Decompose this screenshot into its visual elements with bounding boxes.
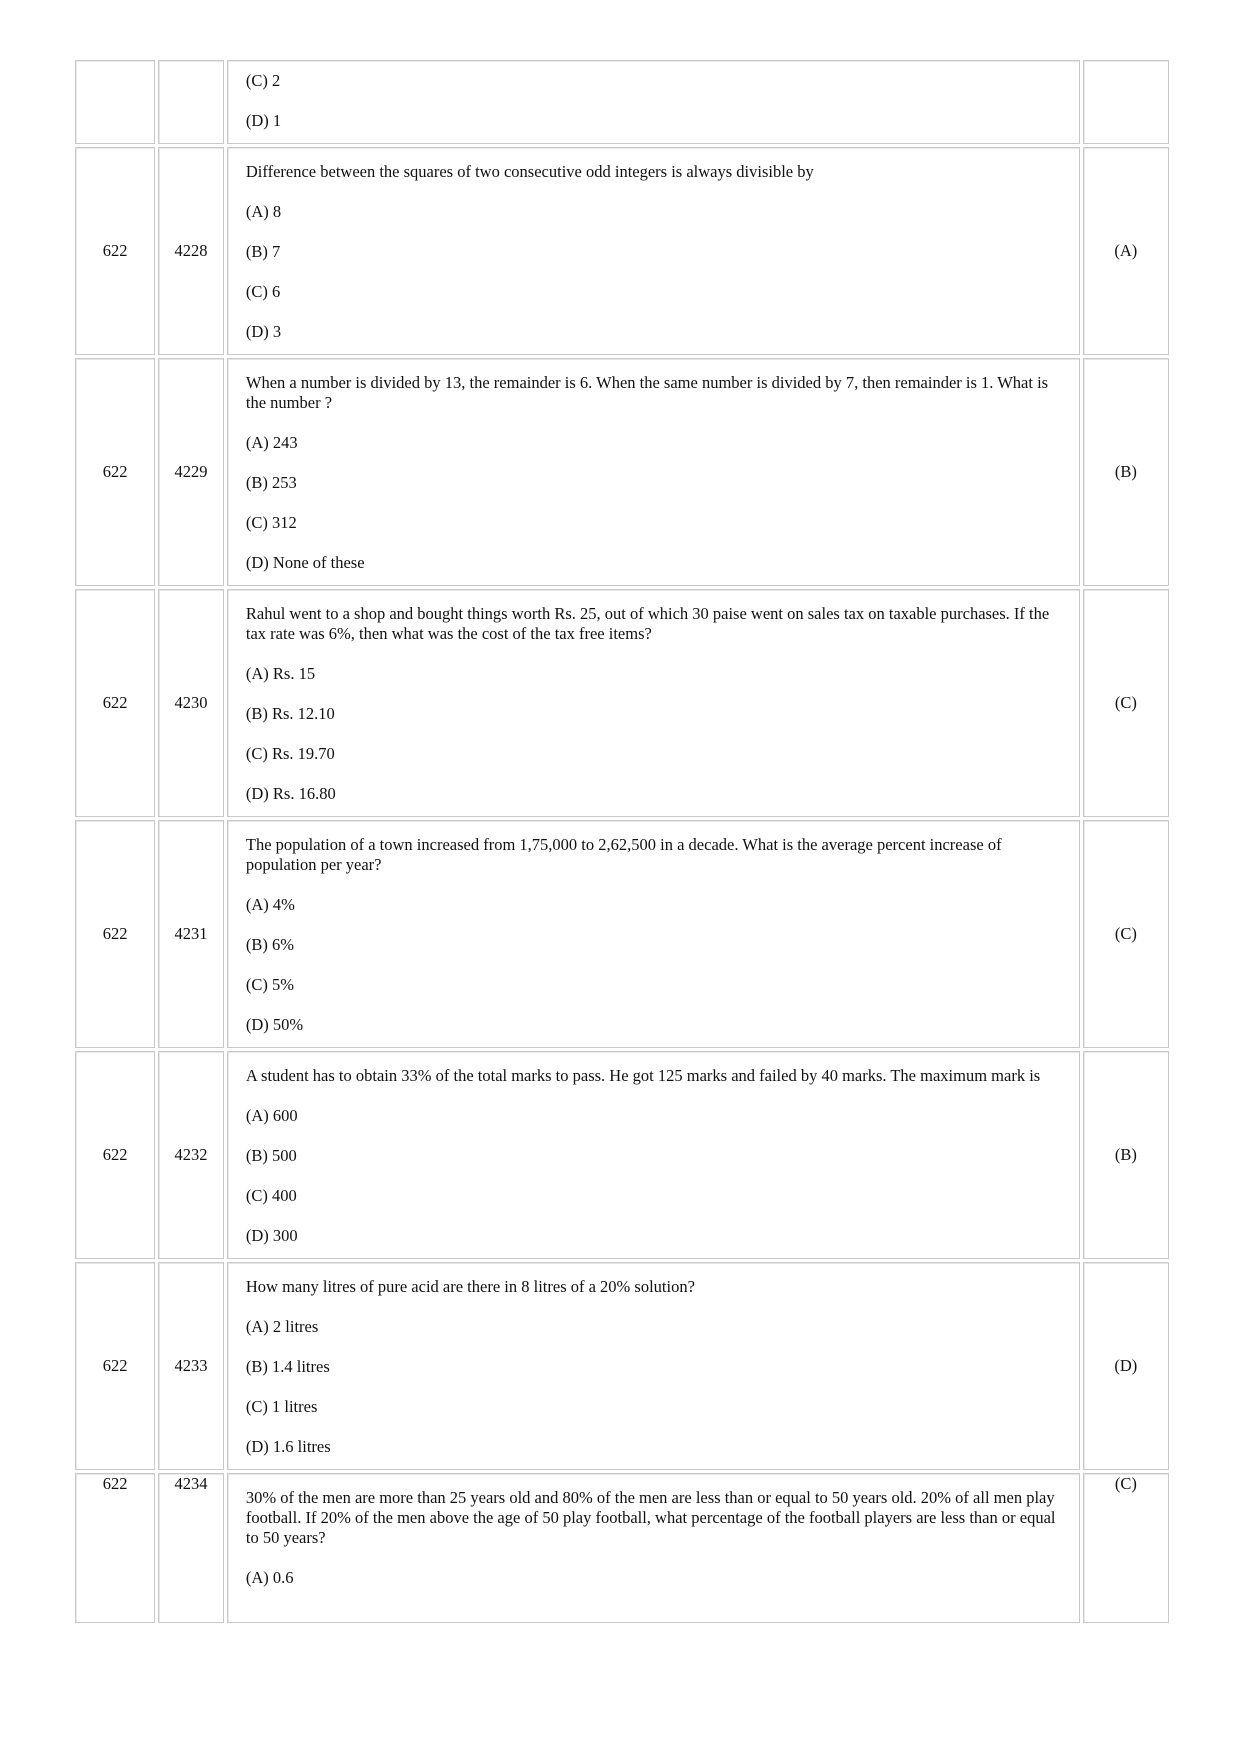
- option-d: (D) 300: [245, 1226, 298, 1245]
- set-number-cell: 622: [75, 589, 155, 817]
- question-text: How many litres of pure acid are there in 8 litres of a 20% solution?: [245, 1277, 695, 1296]
- option-b: (B) 500: [245, 1146, 297, 1165]
- option-d: (D) 1.6 litres: [245, 1437, 331, 1456]
- question-text: 30% of the men are more than 25 years old and 80% of the men are less than or equal to 50 years old. 20% of all men play football. If 20% of the men above the age of 50 play football, what percentage of the football players are less than or equal to 50 years?: [245, 1488, 1056, 1547]
- table-row: [75, 1051, 1169, 1259]
- option-b: (B) Rs. 12.10: [245, 704, 335, 723]
- table-row: [75, 1262, 1169, 1470]
- set-number-cell: [75, 60, 155, 144]
- option-c: (C) Rs. 19.70: [245, 744, 335, 763]
- option-d: (D) 3: [245, 322, 282, 341]
- option-d: (D) 50%: [245, 1015, 304, 1034]
- option-c: (C) 2: [245, 71, 281, 90]
- answer-cell: (A): [1083, 147, 1169, 355]
- answer-cell: [1083, 60, 1169, 144]
- question-number-cell: 4232: [158, 1051, 224, 1259]
- answer-cell: (C): [1083, 820, 1169, 1048]
- question-table: [72, 57, 1172, 1626]
- answer-cell: (B): [1083, 358, 1169, 586]
- table-row: [75, 60, 1169, 144]
- option-a: (A) 8: [245, 202, 282, 221]
- table-row: [75, 147, 1169, 355]
- question-cell: [227, 358, 1080, 586]
- question-number-cell: 4234: [158, 1473, 224, 1623]
- question-number-cell: 4228: [158, 147, 224, 355]
- set-number-cell: 622: [75, 1473, 155, 1623]
- question-cell: [227, 589, 1080, 817]
- question-number-cell: 4230: [158, 589, 224, 817]
- set-number-cell: 622: [75, 1051, 155, 1259]
- set-number-cell: 622: [75, 147, 155, 355]
- option-b: (B) 7: [245, 242, 281, 261]
- table-row: [75, 589, 1169, 817]
- question-text: Difference between the squares of two consecutive odd integers is always divisible by: [245, 162, 814, 181]
- set-number-cell: 622: [75, 1262, 155, 1470]
- option-b: (B) 1.4 litres: [245, 1357, 330, 1376]
- option-a: (A) 2 litres: [245, 1317, 319, 1336]
- question-cell: [227, 1262, 1080, 1470]
- option-a: (A) 600: [245, 1106, 298, 1125]
- question-cell: [227, 820, 1080, 1048]
- set-number-cell: 622: [75, 820, 155, 1048]
- question-text: The population of a town increased from 1,75,000 to 2,62,500 in a decade. What is the average percent increase of population per year?: [245, 835, 1002, 874]
- question-number-cell: 4231: [158, 820, 224, 1048]
- table-row: [75, 358, 1169, 586]
- option-c: (C) 1 litres: [245, 1397, 318, 1416]
- option-a: (A) 243: [245, 433, 298, 452]
- question-text: A student has to obtain 33% of the total marks to pass. He got 125 marks and failed by 40 marks. The maximum mark is: [245, 1066, 1041, 1085]
- answer-cell: (C): [1083, 589, 1169, 817]
- option-c: (C) 312: [245, 513, 297, 532]
- option-d: (D) None of these: [245, 553, 365, 572]
- question-text: Rahul went to a shop and bought things worth Rs. 25, out of which 30 paise went on sales tax on taxable purchases. If the tax rate was 6%, then what was the cost of the tax free items?: [245, 604, 1050, 643]
- answer-cell: (B): [1083, 1051, 1169, 1259]
- option-d: (D) Rs. 16.80: [245, 784, 336, 803]
- option-c: (C) 5%: [245, 975, 295, 994]
- question-cell: [227, 147, 1080, 355]
- question-number-cell: 4233: [158, 1262, 224, 1470]
- option-d: (D) 1: [245, 111, 282, 130]
- question-cell: [227, 1473, 1080, 1623]
- option-a: (A) 4%: [245, 895, 295, 914]
- answer-cell: (C): [1083, 1473, 1169, 1623]
- table-row: [75, 820, 1169, 1048]
- question-cell: [227, 60, 1080, 144]
- set-number-cell: 622: [75, 358, 155, 586]
- table-row: [75, 1473, 1169, 1623]
- answer-cell: (D): [1083, 1262, 1169, 1470]
- question-number-cell: [158, 60, 224, 144]
- option-b: (B) 253: [245, 473, 297, 492]
- option-c: (C) 400: [245, 1186, 297, 1205]
- option-a: (A) Rs. 15: [245, 664, 316, 683]
- option-c: (C) 6: [245, 282, 281, 301]
- question-number-cell: 4229: [158, 358, 224, 586]
- question-text: When a number is divided by 13, the remainder is 6. When the same number is divided by 7, then remainder is 1. What is the number ?: [245, 373, 1049, 412]
- option-b: (B) 6%: [245, 935, 295, 954]
- option-a: (A) 0.6: [245, 1568, 294, 1587]
- question-cell: [227, 1051, 1080, 1259]
